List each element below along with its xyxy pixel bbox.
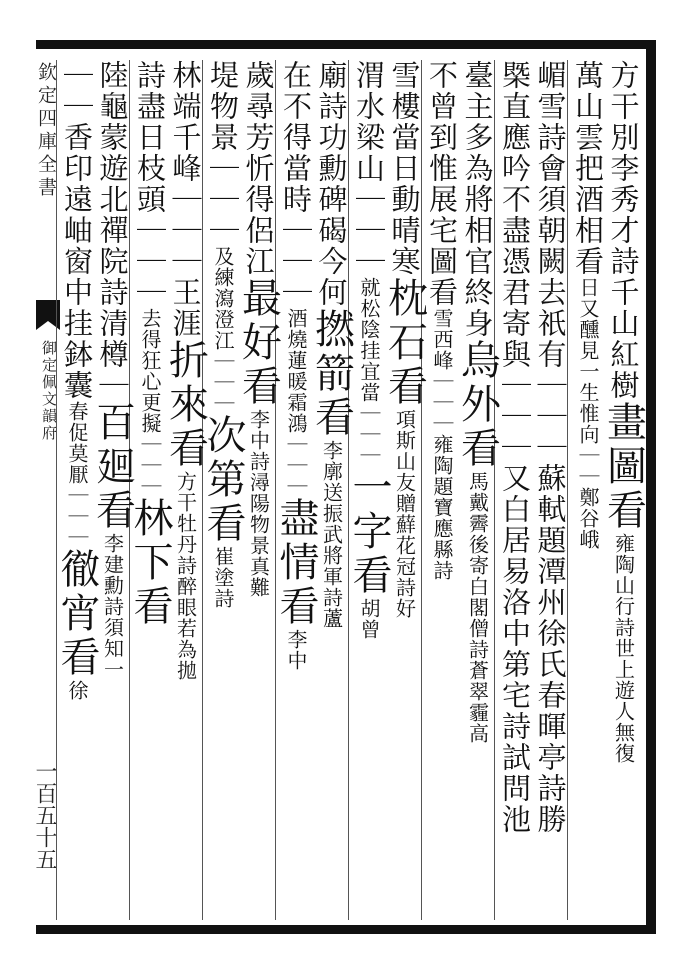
column-text: ｜｜香印遠岫窗中挂鉢囊 [60,60,94,401]
column-headword: 一字看 [346,466,392,598]
column-annotation: 就松陰挂宜當｜｜｜ [357,277,381,466]
text-column [273,60,319,920]
column-annotation: 馬戴霽後寄白閣僧詩蒼翠霾高 [465,471,490,744]
column-annotation: 崔塗詩 [211,546,235,609]
column-headword: 最好看 [235,277,282,409]
column-annotation: 徐 [65,680,89,701]
column-annotation: 李中 [284,629,308,671]
column-annotation: 去得狂心更擬｜｜｜ [138,308,162,497]
text-column [162,60,209,920]
text-column [54,60,100,920]
column-headword: 畫圖看 [600,401,647,533]
text-column [600,60,647,920]
column-text: 詩盡日枝頭｜｜｜ [133,60,167,308]
text-column [567,60,608,920]
column-text: 槩直應吟不盡憑君寄與｜｜｜又白居易洛中第宅詩試問池 [498,60,532,835]
column-text: 方干別李秀才詩千山紅樹 [606,60,641,401]
column-annotation: 李廓送振武將軍詩蘆 [319,440,344,629]
column-headword: 烏外看 [454,339,501,471]
column-annotation: 見一生惟向｜｜鄭谷峨 [576,340,600,550]
page-frame-right [646,40,656,934]
column-annotation: 及練瀉澄江｜｜｜ [211,246,235,414]
page-frame-bottom [36,925,656,934]
page-frame-top [36,40,656,49]
text-column [89,60,136,920]
column-text: 廟詩功勳碑碣今何 [314,60,349,308]
column-annotation: 胡曾 [357,598,381,640]
column-text: 林端千峰｜｜｜王涯 [168,60,203,339]
text-column [494,60,535,920]
column-text: 嵋雪詩會須朝闕去祇有｜｜｜蘇軾題潭州徐氏春暉亭詩勝 [533,60,568,835]
margin-collection-title: 欽定四庫全書 [35,62,57,200]
column-headword: 折來看 [162,339,209,471]
text-column [454,60,501,920]
column-annotation: 雪西峰｜｜｜雍陶題寶應縣詩 [430,308,454,581]
column-text: 陸龜蒙遊北禪院詩清樽｜ [95,60,130,401]
text-column [421,60,462,920]
column-text: 萬山雲把酒相看 [571,60,605,277]
column-headword: 盡情看 [273,497,319,629]
column-headword: 次第看 [200,414,246,546]
text-column [200,60,246,920]
column-annotation: 李建勳詩須知一 [100,533,125,680]
column-annotation: 方干牡丹詩醉眼若為拋 [173,471,198,681]
margin-page-number: 一百五十五 [32,760,57,870]
column-text: 歲尋芳忻得侶江 [241,60,276,277]
text-column [308,60,355,920]
column-headword: 枕石看 [381,277,428,409]
margin-book-title: 御定佩文韻府 [40,340,58,442]
column-text: 渭水梁山｜｜｜ [352,60,386,277]
column-text: 在不得當時｜｜｜ [279,60,313,308]
column-headword: 撚箭看 [308,308,355,440]
column-annotation: 雍陶山行詩世上遊人無復 [611,533,636,764]
column-headword: 林下看 [127,497,173,629]
column-annotation: 春促莫厭｜｜｜ [65,401,89,548]
column-text: 堤物景｜｜｜ [206,60,240,246]
column-text: 不曾到惟展宅圖看 [425,60,459,308]
text-column [346,60,392,920]
column-headword: 百廻看 [89,401,136,533]
column-text: 雪樓當日動晴寒 [387,60,422,277]
column-annotation: 日又醺 [576,277,600,340]
column-headword: 徹宵看 [54,548,100,680]
column-annotation: 酒燒蓮暖霜鴻｜｜｜ [284,308,308,497]
column-annotation: 項斯山友贈蘚花冠詩好 [392,409,417,619]
column-annotation: 李中詩潯陽物景真難 [246,409,271,598]
text-column [531,60,571,920]
column-text: 臺主多為將相官終身 [460,60,495,339]
